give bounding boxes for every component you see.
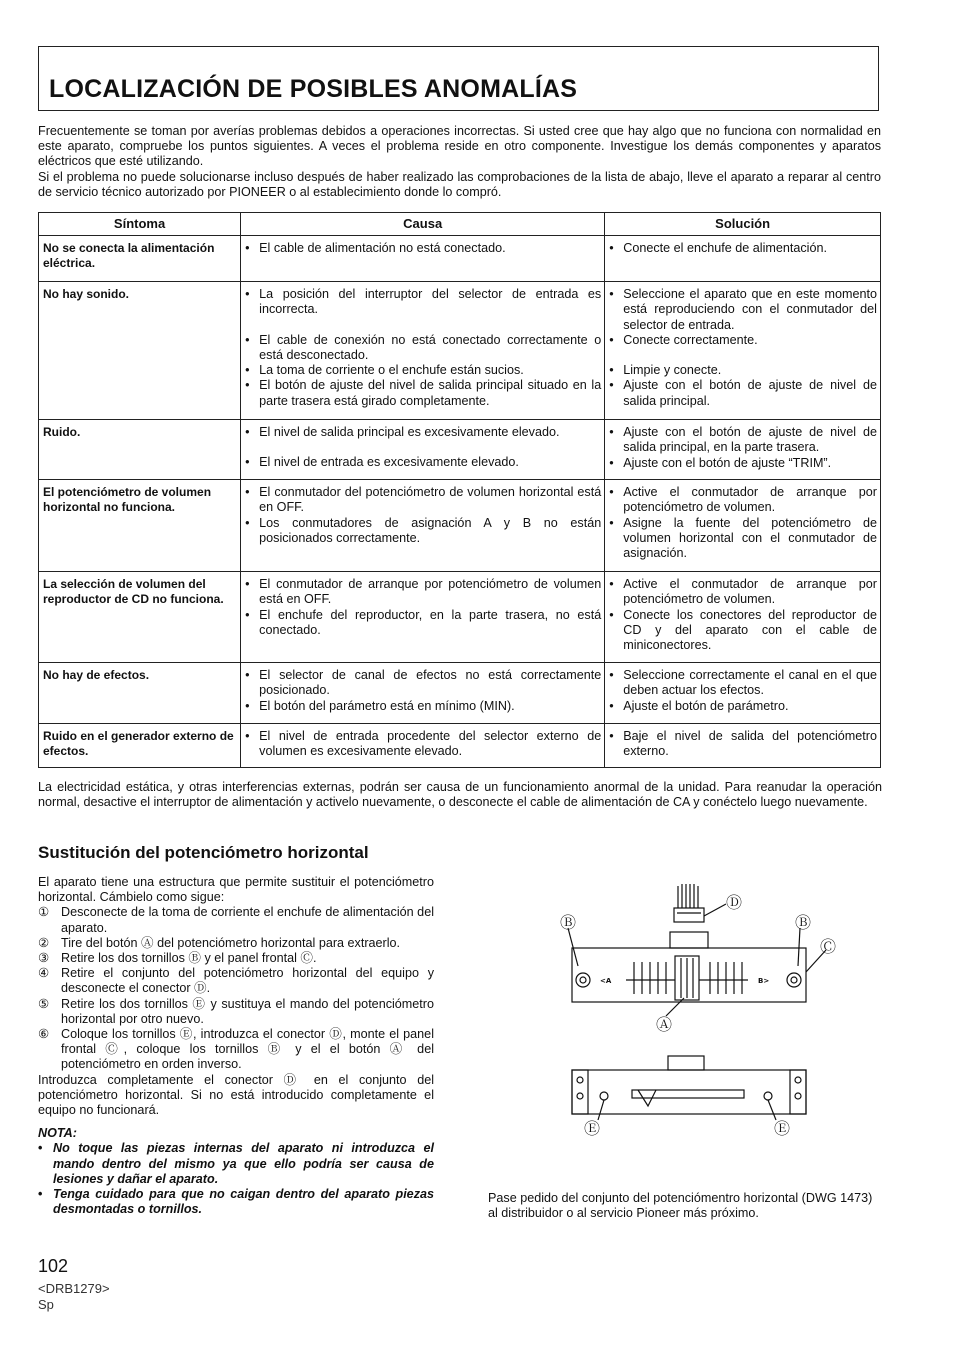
steps-list <box>38 905 434 1072</box>
step-number: ① <box>38 905 50 920</box>
cause-cell <box>241 236 605 282</box>
header-solution: Solución <box>605 213 881 236</box>
solution-cell <box>605 480 881 572</box>
cause-item: • El nivel de entrada procedente del selector externo de volumen es excesivamente elevado. <box>245 729 601 760</box>
document-code <box>38 1281 110 1313</box>
intro-paragraph: Si el problema no puede solucionarse incluso después de haber realizado las comprobaciones de la lista de abajo, lleve el aparato a reparar al centro de servicio técnico autorizado por PIONEER o al establecimiento donde lo compró. <box>38 169 881 199</box>
cause-cell <box>241 724 605 768</box>
solution-cell <box>605 282 881 420</box>
table-row <box>39 480 881 572</box>
solution-item: • Active el conmutador de arranque por potenciómetro de volumen. <box>609 485 877 516</box>
label-a: Ⓐ <box>656 1015 673 1034</box>
cause-item: • El enchufe del reproductor, en la parte trasera, no está conectado. <box>245 608 601 639</box>
symptom-cell: No hay sonido. <box>39 282 241 420</box>
solution-item: • Conecte los conectores del reproductor de CD y del aparato con el cable de miniconectores. <box>609 608 877 654</box>
solution-item: • Ajuste con el botón de ajuste de nivel de salida principal, en la parte trasera. <box>609 425 877 456</box>
cause-item: • El cable de alimentación no está conectado. <box>245 241 601 256</box>
label-b-right: Ⓑ <box>795 913 812 932</box>
solution-cell <box>605 572 881 663</box>
table-row <box>39 572 881 663</box>
crossfader-diagram <box>552 880 852 1140</box>
static-electricity-note: La electricidad estática, y otras interferencias externas, podrán ser causa de un funcionamiento anormal de la unidad. Para reanudar la operación normal, desactive el interruptor de alimentación y activelo nuevamente, o desconecte el cable de alimentación de CA y conéctelo luego nuevamente. <box>38 780 882 810</box>
step-item <box>38 905 434 935</box>
table-header-row <box>39 213 881 236</box>
intro-text <box>38 124 881 200</box>
step-text: Retire los dos tornillos Ⓑ y el panel frontal Ⓒ. <box>61 951 317 966</box>
step-number: ④ <box>38 966 50 981</box>
solution-cell <box>605 724 881 768</box>
cause-cell <box>241 572 605 663</box>
solution-item: • Ajuste con el botón de ajuste “TRIM”. <box>609 456 877 471</box>
cause-item: • Los conmutadores de asignación A y B no están posicionados correctamente. <box>245 516 601 547</box>
cause-item: • El nivel de salida principal es excesivamente elevado. <box>245 425 601 440</box>
notes-list <box>38 1141 434 1217</box>
solution-item: • Seleccione correctamente el canal en el que deben actuar los efectos. <box>609 668 877 699</box>
note-title: NOTA: <box>38 1126 77 1141</box>
step-number: ⑥ <box>38 1027 50 1042</box>
note-item: • No toque las piezas internas del aparato ni introduzca el mando dentro del mismo ya que ello podría ser causa de lesiones y dañar el aparato. <box>38 1141 434 1187</box>
step-text: Tire del botón Ⓐ del potenciómetro horizontal para extraerlo. <box>61 935 401 950</box>
fader-assembly-lower <box>572 1056 806 1120</box>
cause-item: • La toma de corriente o el enchufe están sucios. <box>245 363 601 378</box>
solution-item: • Active el conmutador de arranque por potenciómetro de volumen. <box>609 577 877 608</box>
section-intro: El aparato tiene una estructura que permite sustituir el potenciómetro horizontal. Cámbielo como sigue: <box>38 875 434 905</box>
cause-item: • El selector de canal de efectos no está correctamente posicionado. <box>245 668 601 699</box>
cause-cell <box>241 663 605 724</box>
title-box <box>38 46 879 111</box>
label-d: Ⓓ <box>726 893 743 912</box>
cause-item: • El conmutador del potenciómetro de volumen horizontal está en OFF. <box>245 485 601 516</box>
symptom-cell: Ruido. <box>39 420 241 480</box>
symptom-cell: El potenciómetro de volumen horizontal no funciona. <box>39 480 241 572</box>
language-code: Sp <box>38 1297 54 1312</box>
solution-item: • Conecte el enchufe de alimentación. <box>609 241 877 256</box>
label-e-left: Ⓔ <box>584 1119 601 1138</box>
closing-text: Introduzca completamente el conector Ⓓ en el conjunto del potenciómetro horizontal. Si no está introducido completamente el equipo no funcionará. <box>38 1072 434 1118</box>
figure-caption: Pase pedido del conjunto del potenciómentro horizontal (DWG 1473) al distribuidor o al servicio Pioneer más próximo. <box>488 1191 873 1221</box>
table-row <box>39 420 881 480</box>
cause-cell <box>241 480 605 572</box>
label-side-b: B> <box>758 977 770 985</box>
section-title: Sustitución del potenciómetro horizontal <box>38 843 369 862</box>
step-item <box>38 951 434 966</box>
cause-item: • La posición del interruptor del selector de entrada es incorrecta. <box>245 287 601 318</box>
note-item: • Tenga cuidado para que no caigan dentro del aparato piezas desmontadas o tornillos. <box>38 1187 434 1217</box>
symptom-cell: La selección de volumen del reproductor de CD no funciona. <box>39 572 241 663</box>
connector-d-icon <box>674 884 704 922</box>
step-text: Desconecte de la toma de corriente el enchufe de alimentación del aparato. <box>61 905 434 935</box>
step-text: Retire el conjunto del potenciómetro horizontal del equipo y desconecte el conector Ⓓ. <box>61 966 434 996</box>
page-number: 102 <box>38 1256 69 1276</box>
intro-paragraph: Frecuentemente se toman por averías problemas debidos a operaciones incorrectas. Si usted cree que hay algo que no funciona con normalidad en este aparato, compruebe los puntos siguientes. A veces el problema reside en otro componente. Investigue los demás componentes y aparatos eléctricos que esté utilizando. <box>38 124 881 169</box>
cause-item: • El conmutador de arranque por potenciómetro de volumen está en OFF. <box>245 577 601 608</box>
label-b-left: Ⓑ <box>560 913 577 932</box>
cause-item: • El botón de ajuste del nivel de salida principal situado en la parte trasera está girado completamente. <box>245 378 601 409</box>
table-row <box>39 282 881 420</box>
header-cause: Causa <box>241 213 605 236</box>
label-c: Ⓒ <box>820 937 837 956</box>
solution-item: • Conecte correctamente. <box>609 333 877 348</box>
cause-item: • El nivel de entrada es excesivamente elevado. <box>245 455 601 470</box>
page-title: LOCALIZACIÓN DE POSIBLES ANOMALÍAS <box>49 75 578 103</box>
step-item <box>38 1027 434 1073</box>
step-item <box>38 966 434 996</box>
step-text: Coloque los tornillos Ⓔ, introduzca el conector Ⓓ, monte el panel frontal Ⓒ, coloque los tornillos Ⓑ y el el botón Ⓐ del potenciómetro en orden inverso. <box>61 1027 434 1072</box>
step-item <box>38 997 434 1027</box>
step-text: Retire los dos tornillos Ⓔ y sustituya el mando del potenciómetro horizontal por otro nuevo. <box>61 996 434 1026</box>
step-item <box>38 936 434 951</box>
solution-item: • Limpie y conecte. <box>609 363 877 378</box>
table-row <box>39 663 881 724</box>
cause-item: • El cable de conexión no está conectado correctamente o está desconectado. <box>245 333 601 364</box>
table-row <box>39 236 881 282</box>
table-row <box>39 724 881 768</box>
cause-cell <box>241 282 605 420</box>
solution-item: • Ajuste el botón de parámetro. <box>609 699 877 714</box>
symptom-cell: No hay de efectos. <box>39 663 241 724</box>
symptom-cell: Ruido en el generador externo de efectos. <box>39 724 241 768</box>
label-e-right: Ⓔ <box>774 1119 791 1138</box>
solution-item: • Ajuste con el botón de ajuste de nivel de salida principal. <box>609 378 877 409</box>
solution-item: • Asigne la fuente del potenciómetro de volumen horizontal con el conmutador de asignación. <box>609 516 877 562</box>
solution-cell <box>605 663 881 724</box>
doc-code: <DRB1279> <box>38 1281 110 1296</box>
step-number: ⑤ <box>38 996 50 1011</box>
replacement-instructions <box>38 875 434 1217</box>
solution-item: • Seleccione el aparato que en este momento está reproduciendo con el conmutador del selector de entrada. <box>609 287 877 333</box>
header-symptom: Síntoma <box>39 213 241 236</box>
label-side-a: <A <box>600 977 612 985</box>
solution-cell <box>605 420 881 480</box>
troubleshooting-table <box>38 212 881 768</box>
step-number: ③ <box>38 951 50 966</box>
cause-cell <box>241 420 605 480</box>
step-number: ② <box>38 935 50 950</box>
solution-cell <box>605 236 881 282</box>
solution-item: • Baje el nivel de salida del potenciómetro externo. <box>609 729 877 760</box>
front-panel-upper <box>568 928 826 1016</box>
symptom-cell: No se conecta la alimentación eléctrica. <box>39 236 241 282</box>
cause-item: • El botón del parámetro está en mínimo (MIN). <box>245 699 601 714</box>
